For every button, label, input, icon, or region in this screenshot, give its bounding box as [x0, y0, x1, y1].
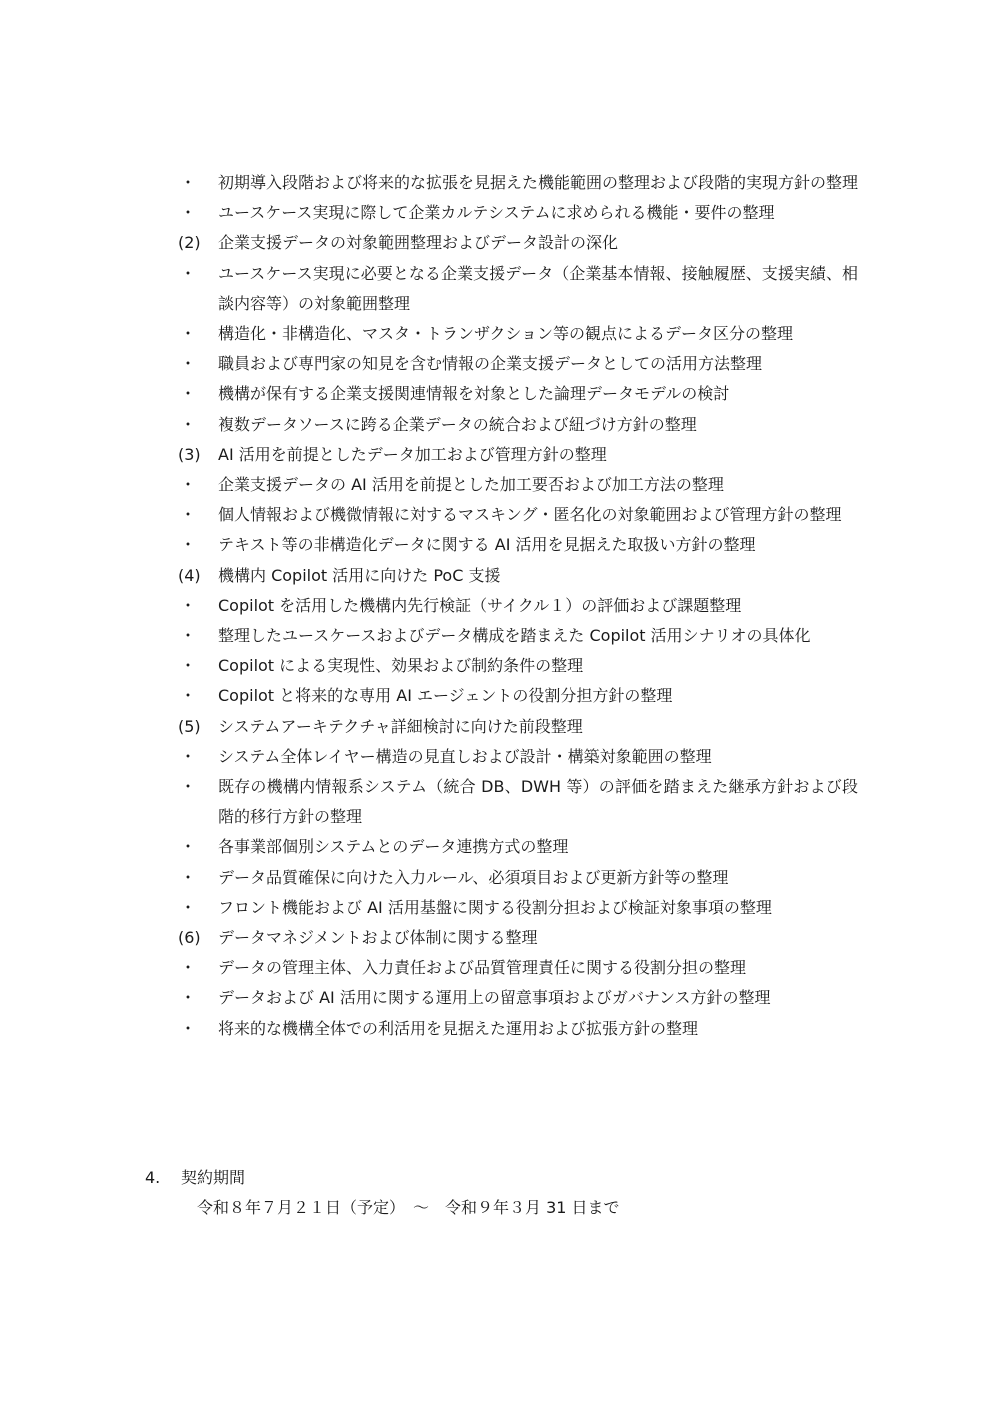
bullet-item	[178, 349, 868, 379]
bullet-text: Copilot を活用した機構内先行検証（サイクル１）の評価および課題整理	[218, 595, 742, 615]
bullet-text: 初期導入段階および将来的な拡張を見据えた機能範囲の整理および段階的実現方針の整理	[218, 173, 859, 192]
bullet-marker: ・	[180, 686, 197, 706]
subsection-number: (5)	[178, 716, 201, 736]
bullet-item	[178, 410, 868, 440]
bullet-item	[178, 198, 868, 228]
bullet-text: 既存の機構内情報系システム（統合 DB、DWH 等）の評価を踏まえた継承方針および段階的移行方針の整理	[218, 777, 858, 827]
subsection-title: 企業支援データの対象範囲整理およびデータ設計の深化	[218, 233, 619, 253]
bullet-marker: ・	[180, 958, 197, 978]
bullet-text: ユースケース実現に必要となる企業支援データ（企業基本情報、接触履歴、支援実績、相談内容等）の対象範囲整理	[218, 263, 858, 313]
subsection-number: (3)	[178, 444, 201, 464]
bullet-item	[178, 379, 868, 409]
bullet-marker: ・	[180, 535, 197, 555]
bullet-text: 各事業部個別システムとのデータ連携方式の整理	[218, 837, 569, 857]
bullet-item	[178, 893, 868, 923]
bullet-text: Copilot による実現性、効果および制約条件の整理	[218, 656, 584, 676]
bullet-text: データおよび AI 活用に関する運用上の留意事項およびガバナンス方針の整理	[218, 988, 771, 1008]
bullet-marker: ・	[180, 988, 197, 1008]
bullet-text: テキスト等の非構造化データに関する AI 活用を見据えた取扱い方針の整理	[218, 535, 756, 555]
bullet-text: システム全体レイヤー構造の見直しおよび設計・構築対象範囲の整理	[218, 746, 712, 766]
bullet-marker: ・	[180, 173, 197, 192]
bullet-marker: ・	[180, 595, 197, 615]
bullet-item	[178, 863, 868, 893]
bullet-marker: ・	[180, 626, 197, 646]
subsection-heading	[178, 440, 868, 470]
bullet-marker: ・	[180, 384, 197, 404]
bullet-item	[178, 1014, 868, 1044]
bullet-marker: ・	[180, 867, 197, 887]
bullet-item	[178, 470, 868, 500]
bullet-item	[178, 832, 868, 862]
subsection-number: (4)	[178, 565, 201, 585]
subsection-heading	[178, 228, 868, 258]
bullet-text: Copilot と将来的な専用 AI エージェントの役割分担方針の整理	[218, 686, 673, 706]
bullet-text: 機構が保有する企業支援関連情報を対象とした論理データモデルの検討	[218, 384, 730, 404]
bullet-marker: ・	[180, 837, 197, 857]
scope-list	[178, 168, 868, 1044]
bullet-text: 将来的な機構全体での利活用を見据えた運用および拡張方針の整理	[218, 1018, 699, 1038]
bullet-marker: ・	[180, 505, 197, 525]
bullet-item	[178, 319, 868, 349]
section-title: 契約期間	[181, 1168, 246, 1187]
subsection-title: システムアーキテクチャ詳細検討に向けた前段整理	[218, 716, 583, 736]
bullet-marker: ・	[180, 414, 197, 434]
bullet-text: 職員および専門家の知見を含む情報の企業支援データとしての活用方法整理	[218, 354, 763, 374]
subsection-title: データマネジメントおよび体制に関する整理	[218, 928, 538, 948]
bullet-marker: ・	[180, 203, 197, 223]
bullet-marker: ・	[180, 475, 197, 495]
bullet-text: 企業支援データの AI 活用を前提とした加工要否および加工方法の整理	[218, 475, 724, 495]
bullet-marker: ・	[180, 777, 197, 797]
bullet-text: データの管理主体、入力責任および品質管理責任に関する役割分担の整理	[218, 958, 747, 978]
bullet-marker: ・	[180, 656, 197, 676]
subsection-heading	[178, 923, 868, 953]
bullet-item	[178, 681, 868, 711]
bullet-item	[178, 500, 868, 530]
subsection-heading	[178, 712, 868, 742]
bullet-item	[178, 621, 868, 651]
bullet-item	[178, 983, 868, 1013]
bullet-text: ユースケース実現に際して企業カルテシステムに求められる機能・要件の整理	[218, 203, 775, 223]
bullet-marker: ・	[180, 354, 197, 374]
section-contract-period	[145, 1163, 865, 1223]
subsection-number: (2)	[178, 233, 201, 253]
bullet-item	[178, 772, 868, 832]
bullet-item	[178, 530, 868, 560]
bullet-text: 複数データソースに跨る企業データの統合および紐づけ方針の整理	[218, 414, 697, 434]
bullet-marker: ・	[180, 324, 197, 344]
bullet-text: データ品質確保に向けた入力ルール、必須項目および更新方針等の整理	[218, 867, 729, 887]
bullet-item	[178, 168, 868, 198]
subsection-title: 機構内 Copilot 活用に向けた PoC 支援	[218, 565, 501, 585]
bullet-marker: ・	[180, 897, 197, 917]
subsection-title: AI 活用を前提としたデータ加工および管理方針の整理	[218, 444, 607, 464]
bullet-item	[178, 591, 868, 621]
bullet-text: フロント機能および AI 活用基盤に関する役割分担および検証対象事項の整理	[218, 897, 772, 917]
contract-period-text: 令和８年７月２１日（予定） ～ 令和９年３月 31 日まで	[197, 1198, 620, 1218]
bullet-marker: ・	[180, 263, 197, 283]
bullet-item	[178, 259, 868, 319]
bullet-text: 整理したユースケースおよびデータ構成を踏まえた Copilot 活用シナリオの具体化	[218, 626, 811, 646]
bullet-item	[178, 651, 868, 681]
bullet-marker: ・	[180, 746, 197, 766]
bullet-item	[178, 953, 868, 983]
section-number: 4.	[145, 1168, 161, 1187]
bullet-marker: ・	[180, 1018, 197, 1038]
section-heading	[145, 1163, 865, 1193]
subsection-number: (6)	[178, 928, 201, 948]
subsection-heading	[178, 561, 868, 591]
bullet-item	[178, 742, 868, 772]
bullet-text: 構造化・非構造化、マスタ・トランザクション等の観点によるデータ区分の整理	[218, 324, 794, 344]
bullet-text: 個人情報および機微情報に対するマスキング・匿名化の対象範囲および管理方針の整理	[218, 505, 842, 525]
